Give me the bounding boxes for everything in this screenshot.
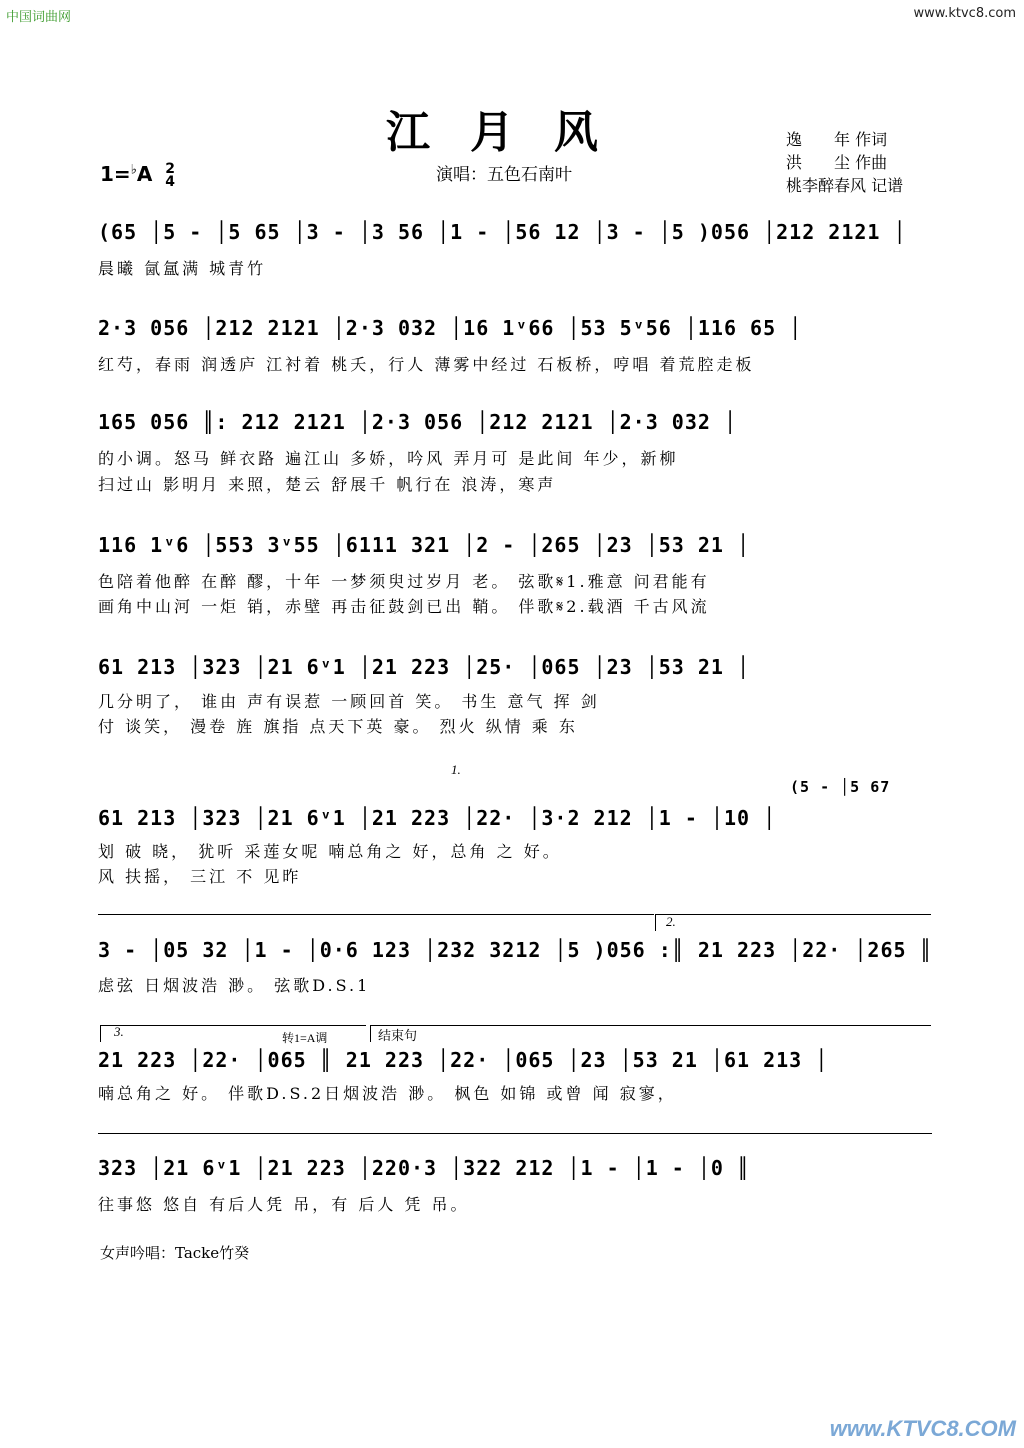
flat-symbol: ♭	[130, 162, 137, 178]
score-row-4-lyrics-verse1: 色陪着他醉 在醉 醪，十年 一梦须臾过岁月 老。 弦歌𝄋1.雅意 问君能有	[98, 572, 710, 591]
score-row-3-lyrics-verse2: 扫过山 影明月 来照，楚云 舒展千 帆行在 浪涛，寒声	[98, 475, 557, 494]
score-row-3-lyrics-verse1: 的小调。怒马 鲜衣路 遍江山 多娇，吟风 弄月可 是此间 年少，新柳	[98, 449, 679, 468]
score-row-6-lyrics-verse1: 划 破 晓， 犹听 采莲女呢 喃总角之 好，总角 之 好。	[98, 842, 562, 861]
score-row-3-notes: 165 056 ║: 212 2121 │2·3 056 │212 2121 │2·3 032 │	[98, 410, 738, 434]
volta-2-label: 2.	[666, 914, 676, 929]
site-url[interactable]: www.ktvc8.com	[913, 6, 1016, 21]
score-row-4-lyrics-verse2: 画角中山河 一炬 销，赤壁 再击征鼓剑已出 鞘。 伴歌𝄋2.载酒 千古风流	[98, 597, 710, 616]
intro-small-notes: (5 - │5 67	[790, 778, 891, 796]
volta-1-label: 1.	[451, 762, 461, 777]
score-row-5-notes: 61 213 │323 │21 6ᵛ1 │21 223 │25· │065 │23 │53 21 │	[98, 655, 751, 679]
score-row-2-lyrics: 红芍，春雨 润透庐 江衬着 桃夭，行人 薄雾中经过 石板桥，哼唱 着荒腔走板	[98, 355, 755, 374]
lyricist-credit: 逸 年 作词	[786, 130, 888, 149]
credits	[786, 128, 903, 197]
score-row-8-notes: 21 223 │22· │065 ║ 21 223 │22· │065 │23 │53 21 │61 213 │	[98, 1048, 829, 1072]
score-row-5-lyrics-verse1: 几分明了， 谁由 声有误惹 一顾回首 笑。 书生 意气 挥 剑	[98, 692, 600, 711]
score-row-8-lyrics: 喃总角之 好。 伴歌D.S.2日烟波浩 渺。 枫色 如锦 或曾 闻 寂寥，	[98, 1084, 677, 1103]
score-row-4-notes: 116 1ᵛ6 │553 3ᵛ55 │6111 321 │2 - │265 │23 │53 21 │	[98, 533, 751, 557]
score-row-9-notes: 323 │21 6ᵛ1 │21 223 │220·3 │322 212 │1 - │1 - │0 ║	[98, 1156, 751, 1180]
key-note: A	[136, 162, 153, 186]
score-row-5-lyrics-verse2: 付 谈笑， 漫卷 旌 旗指 点天下英 豪。 烈火 纵情 乘 东	[98, 717, 578, 736]
singer-credit: 演唱：五色石南叶	[436, 165, 572, 185]
volta-1-bracket	[98, 914, 654, 915]
key-signature	[100, 162, 175, 189]
transcriber-credit: 桃李醉春风 记谱	[786, 176, 904, 195]
score-row-2-notes: 2·3 056 │212 2121 │2·3 032 │16 1ᵛ66 │53 5ᵛ56 │116 65 │	[98, 316, 803, 340]
site-logo-text[interactable]: 中国词曲网	[6, 10, 72, 25]
composer-credit: 洪 尘 作曲	[786, 153, 888, 172]
volta-3-label: 3.	[114, 1024, 124, 1039]
score-row-6-notes: 61 213 │323 │21 6ᵛ1 │21 223 │22· │3·2 212 │1 - │10 │	[98, 806, 777, 830]
time-signature	[165, 160, 176, 190]
score-row-6-lyrics-verse2: 风 扶摇， 三江 不 见昨	[98, 867, 302, 886]
time-bottom: 4	[165, 173, 176, 190]
key-change-label: 转1=A调	[282, 1031, 328, 1045]
score-row-1-notes: (65 │5 - │5 65 │3 - │3 56 │1 - │56 12 │3 - │5 )056 │212 2121 │	[98, 220, 907, 244]
time-top: 2	[165, 160, 176, 177]
female-vocal-credit: 女声吟唱：Tacke竹癸	[100, 1244, 250, 1262]
song-title: 江月风	[386, 107, 638, 158]
coda-label: 结束句	[378, 1028, 418, 1043]
key-prefix: 1=	[100, 162, 131, 186]
row-9-bracket	[98, 1133, 932, 1134]
score-row-7-lyrics: 虑弦 日烟波浩 渺。 弦歌D.S.1	[98, 976, 371, 995]
score-row-7-notes: 3 - │05 32 │1 - │0·6 123 │232 3212 │5 )056 :║ 21 223 │22· │265 ║	[98, 938, 933, 962]
coda-bracket	[370, 1025, 931, 1042]
score-row-9-lyrics: 往事悠 悠自 有后人凭 吊，有 后人 凭 吊。	[98, 1195, 470, 1214]
volta-2-bracket	[655, 914, 931, 931]
score-row-1-lyrics: 晨曦 氤氲满 城青竹	[98, 259, 267, 278]
watermark-logo: www.KTVC8.COM	[829, 1416, 1016, 1441]
